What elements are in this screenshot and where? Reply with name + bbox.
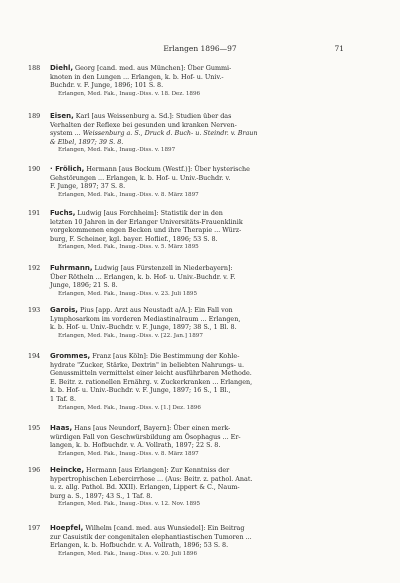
entry-line: F. Junge, 1897; 37 S. 8. <box>50 182 126 191</box>
entry-number: 189 <box>28 112 41 120</box>
entry-line: knoten in den Lungen ... Erlangen, k. b. Hof- u. Univ.- <box>50 72 224 81</box>
entry-line: k. b. Hof- u. Univ.-Buchdr. v. F. Junge, 1897; 16 S., 1 Bl., <box>50 386 231 395</box>
entry-line: & Elbel, 1897; 39 S. 8. <box>50 137 124 146</box>
entry-line: Verhalten der Reflexe bei gesunden und kranken Nerven- <box>50 120 237 129</box>
entry-first-line <box>50 466 358 475</box>
entry-line: letzten 10 Jahren in der Erlanger Universitäts-Frauenklinik <box>50 217 243 226</box>
entry-line: Erlangen, k. b. Hofbuchdr. v. A. Vollrath, 1896; 53 S. 8. <box>50 541 229 550</box>
dissertation-note: Erlangen, Med. Fak., Inaug.-Diss. v. 20. Juli 1896 <box>58 550 198 557</box>
bibliography-entry <box>28 64 358 98</box>
entry-first-line <box>50 352 358 361</box>
entry-text: Franz [aus Köln]: Die Bestimmung der Kohle- <box>90 352 240 360</box>
bibliography-entry <box>28 209 358 252</box>
entry-first-line <box>50 524 358 533</box>
publisher-italic: Weissenburg a. S., Druck d. Buch- u. Steindr. v. Braun <box>82 129 258 138</box>
entry-line: Genussmitteln vermittelst einer leicht ausführbaren Methode. <box>50 369 252 378</box>
bibliography-entry <box>28 524 358 558</box>
running-title: Erlangen 1896—97 <box>163 44 237 53</box>
bibliography-entry <box>28 165 358 199</box>
entry-first-line <box>50 424 358 433</box>
entry-line: 1 Taf. 8. <box>50 394 76 403</box>
dissertation-note: Erlangen, Med. Fak., Inaug.-Diss. v. 23. Juli 1895 <box>58 290 198 297</box>
dissertation-note: Erlangen, Med. Fak., Inaug.-Diss. v. 18. Dez. 1896 <box>58 90 201 97</box>
entry-line: langen, k. b. Hofbuchdr. v. A. Vollrath, 1897; 22 S. 8. <box>50 441 221 450</box>
dissertation-note: Erlangen, Med. Fak., Inaug.-Diss. v. [22. Jan.] 1897 <box>58 332 203 339</box>
page-number: 71 <box>334 44 344 53</box>
author-surname: Fuchs, <box>50 209 76 217</box>
entry-body <box>50 466 358 509</box>
dissertation-note: Erlangen, Med. Fak., Inaug.-Diss. v. 8. März 1897 <box>58 450 199 457</box>
entry-line: Lymphosarkom im vorderen Mediastinalraum ... Erlangen, <box>50 314 241 323</box>
entry-body <box>50 524 358 558</box>
entry-body <box>50 264 358 298</box>
dissertation-note: Erlangen, Med. Fak., Inaug.-Diss. v. 1897 <box>58 147 176 154</box>
entry-number: 193 <box>28 306 41 314</box>
dissertation-note: Erlangen, Med. Fak., Inaug.-Diss. v. [1.] Dez. 1896 <box>58 404 201 411</box>
entry-line: zur Casuistik der congenitalen elephantiastischen Tumoren ... <box>50 532 252 541</box>
bibliography-entry <box>28 352 358 412</box>
author-surname: Fuhrmann, <box>50 264 93 272</box>
entry-text: Georg [cand. med. aus München]: Über Gummi- <box>73 64 232 72</box>
bibliography-entry <box>28 112 358 155</box>
entry-text: Karl [aus Weissenburg a. Sd.]: Studien über das <box>73 112 232 120</box>
entry-text: Pius [app. Arzt aus Neustadt a/A.]: Ein Fall von <box>77 306 233 314</box>
entry-text: Hermann [aus Erlangen]: Zur Kenntniss der <box>84 466 230 474</box>
entry-body <box>50 165 358 199</box>
entry-line: u. z. allg. Pathol. Bd. XXII). Erlangen, Lippert & C., Naum- <box>50 483 240 492</box>
entry-line: Über Rötheln ... Erlangen, k. b. Hof- u. Univ.-Buchdr. v. F. <box>50 272 236 281</box>
entry-line: burg a. S., 1897; 43 S., 1 Taf. 8. <box>50 491 153 500</box>
author-surname: Grommes, <box>50 352 91 360</box>
entry-first-line <box>50 165 358 174</box>
entry-first-line <box>50 264 358 273</box>
author-surname: Garois, <box>50 306 78 314</box>
entry-line: burg, F. Scheiner, kgl. bayer. Hoflief., 1896; 53 S. 8. <box>50 234 218 243</box>
bibliography-entry <box>28 306 358 340</box>
entry-line: Buchdr. v. F. Junge, 1896; 101 S. 8. <box>50 81 164 90</box>
entry-text: Hans [aus Neundorf, Bayern]: Über einen merk- <box>72 424 231 432</box>
entry-number: 188 <box>28 64 41 72</box>
entry-body <box>50 306 358 340</box>
author-surname: · Frölich, <box>50 165 85 173</box>
entry-number: 191 <box>28 209 41 217</box>
entry-first-line <box>50 306 358 315</box>
entry-text: Ludwig [aus Fürstenzell in Niederbayern]: <box>92 264 233 272</box>
entry-line <box>50 129 358 138</box>
entry-number: 195 <box>28 424 41 432</box>
entry-line: Junge, 1896; 21 S. 8. <box>50 281 118 290</box>
entry-number: 190 <box>28 165 41 173</box>
page-header <box>0 44 400 58</box>
author-surname: Hoepfel, <box>50 524 84 532</box>
entry-line: hypertrophischen Lebercirrhose ... (Aus: Beitr. z. pathol. Anat. <box>50 474 253 483</box>
entry-line: vorgekommenen engen Becken und ihre Therapie ... Würz- <box>50 226 242 235</box>
dissertation-note: Erlangen, Med. Fak., Inaug.-Diss. v. 8. März 1897 <box>58 191 199 198</box>
entry-line: Gehstörungen ... Erlangen, k. b. Hof- u. Univ.-Buchdr. v. <box>50 173 231 182</box>
entry-line: E. Beitr. z. rationellen Ernährg. v. Zuckerkranken ... Erlangen, <box>50 377 253 386</box>
entry-first-line <box>50 112 358 121</box>
entry-text: Hermann [aus Bockum (Westf.)]: Über hysterische <box>84 165 250 173</box>
entry-line: k. b. Hof- u. Univ.-Buchdr. v. F. Junge, 1897; 38 S., 1 Bl. 8. <box>50 323 237 332</box>
entry-text: Ludwig [aus Forchheim]: Statistik der in den <box>75 209 223 217</box>
entry-number: 196 <box>28 466 41 474</box>
entry-body <box>50 209 358 252</box>
author-surname: Eisen, <box>50 112 74 120</box>
bibliography-entry <box>28 424 358 458</box>
bibliography-entry <box>28 264 358 298</box>
author-surname: Haas, <box>50 424 73 432</box>
dissertation-note: Erlangen, Med. Fak., Inaug.-Diss. v. 12. Nov. 1895 <box>58 501 201 508</box>
entry-number: 194 <box>28 352 41 360</box>
entry-line: würdigen Fall von Geschwürsbildung am Ösophagus ... Er- <box>50 432 241 441</box>
entry-body <box>50 424 358 458</box>
entry-text: Wilhelm [cand. med. aus Wunsiedel]: Ein Beitrag <box>83 524 245 532</box>
entry-text: system ... <box>50 129 83 138</box>
entry-body <box>50 352 358 412</box>
bibliography-entry <box>28 466 358 509</box>
entry-number: 197 <box>28 524 41 532</box>
author-surname: Diehl, <box>50 64 73 72</box>
entry-line: hydrate "Zucker, Stärke, Dextrin" in beliebten Nahrungs- u. <box>50 360 245 369</box>
author-surname: Heincke, <box>50 466 85 474</box>
entry-body <box>50 64 358 98</box>
entry-first-line <box>50 209 358 218</box>
entry-body <box>50 112 358 155</box>
entry-first-line <box>50 64 358 73</box>
dissertation-note: Erlangen, Med. Fak., Inaug.-Diss. v. 5. März 1895 <box>58 244 199 251</box>
entry-number: 192 <box>28 264 41 272</box>
